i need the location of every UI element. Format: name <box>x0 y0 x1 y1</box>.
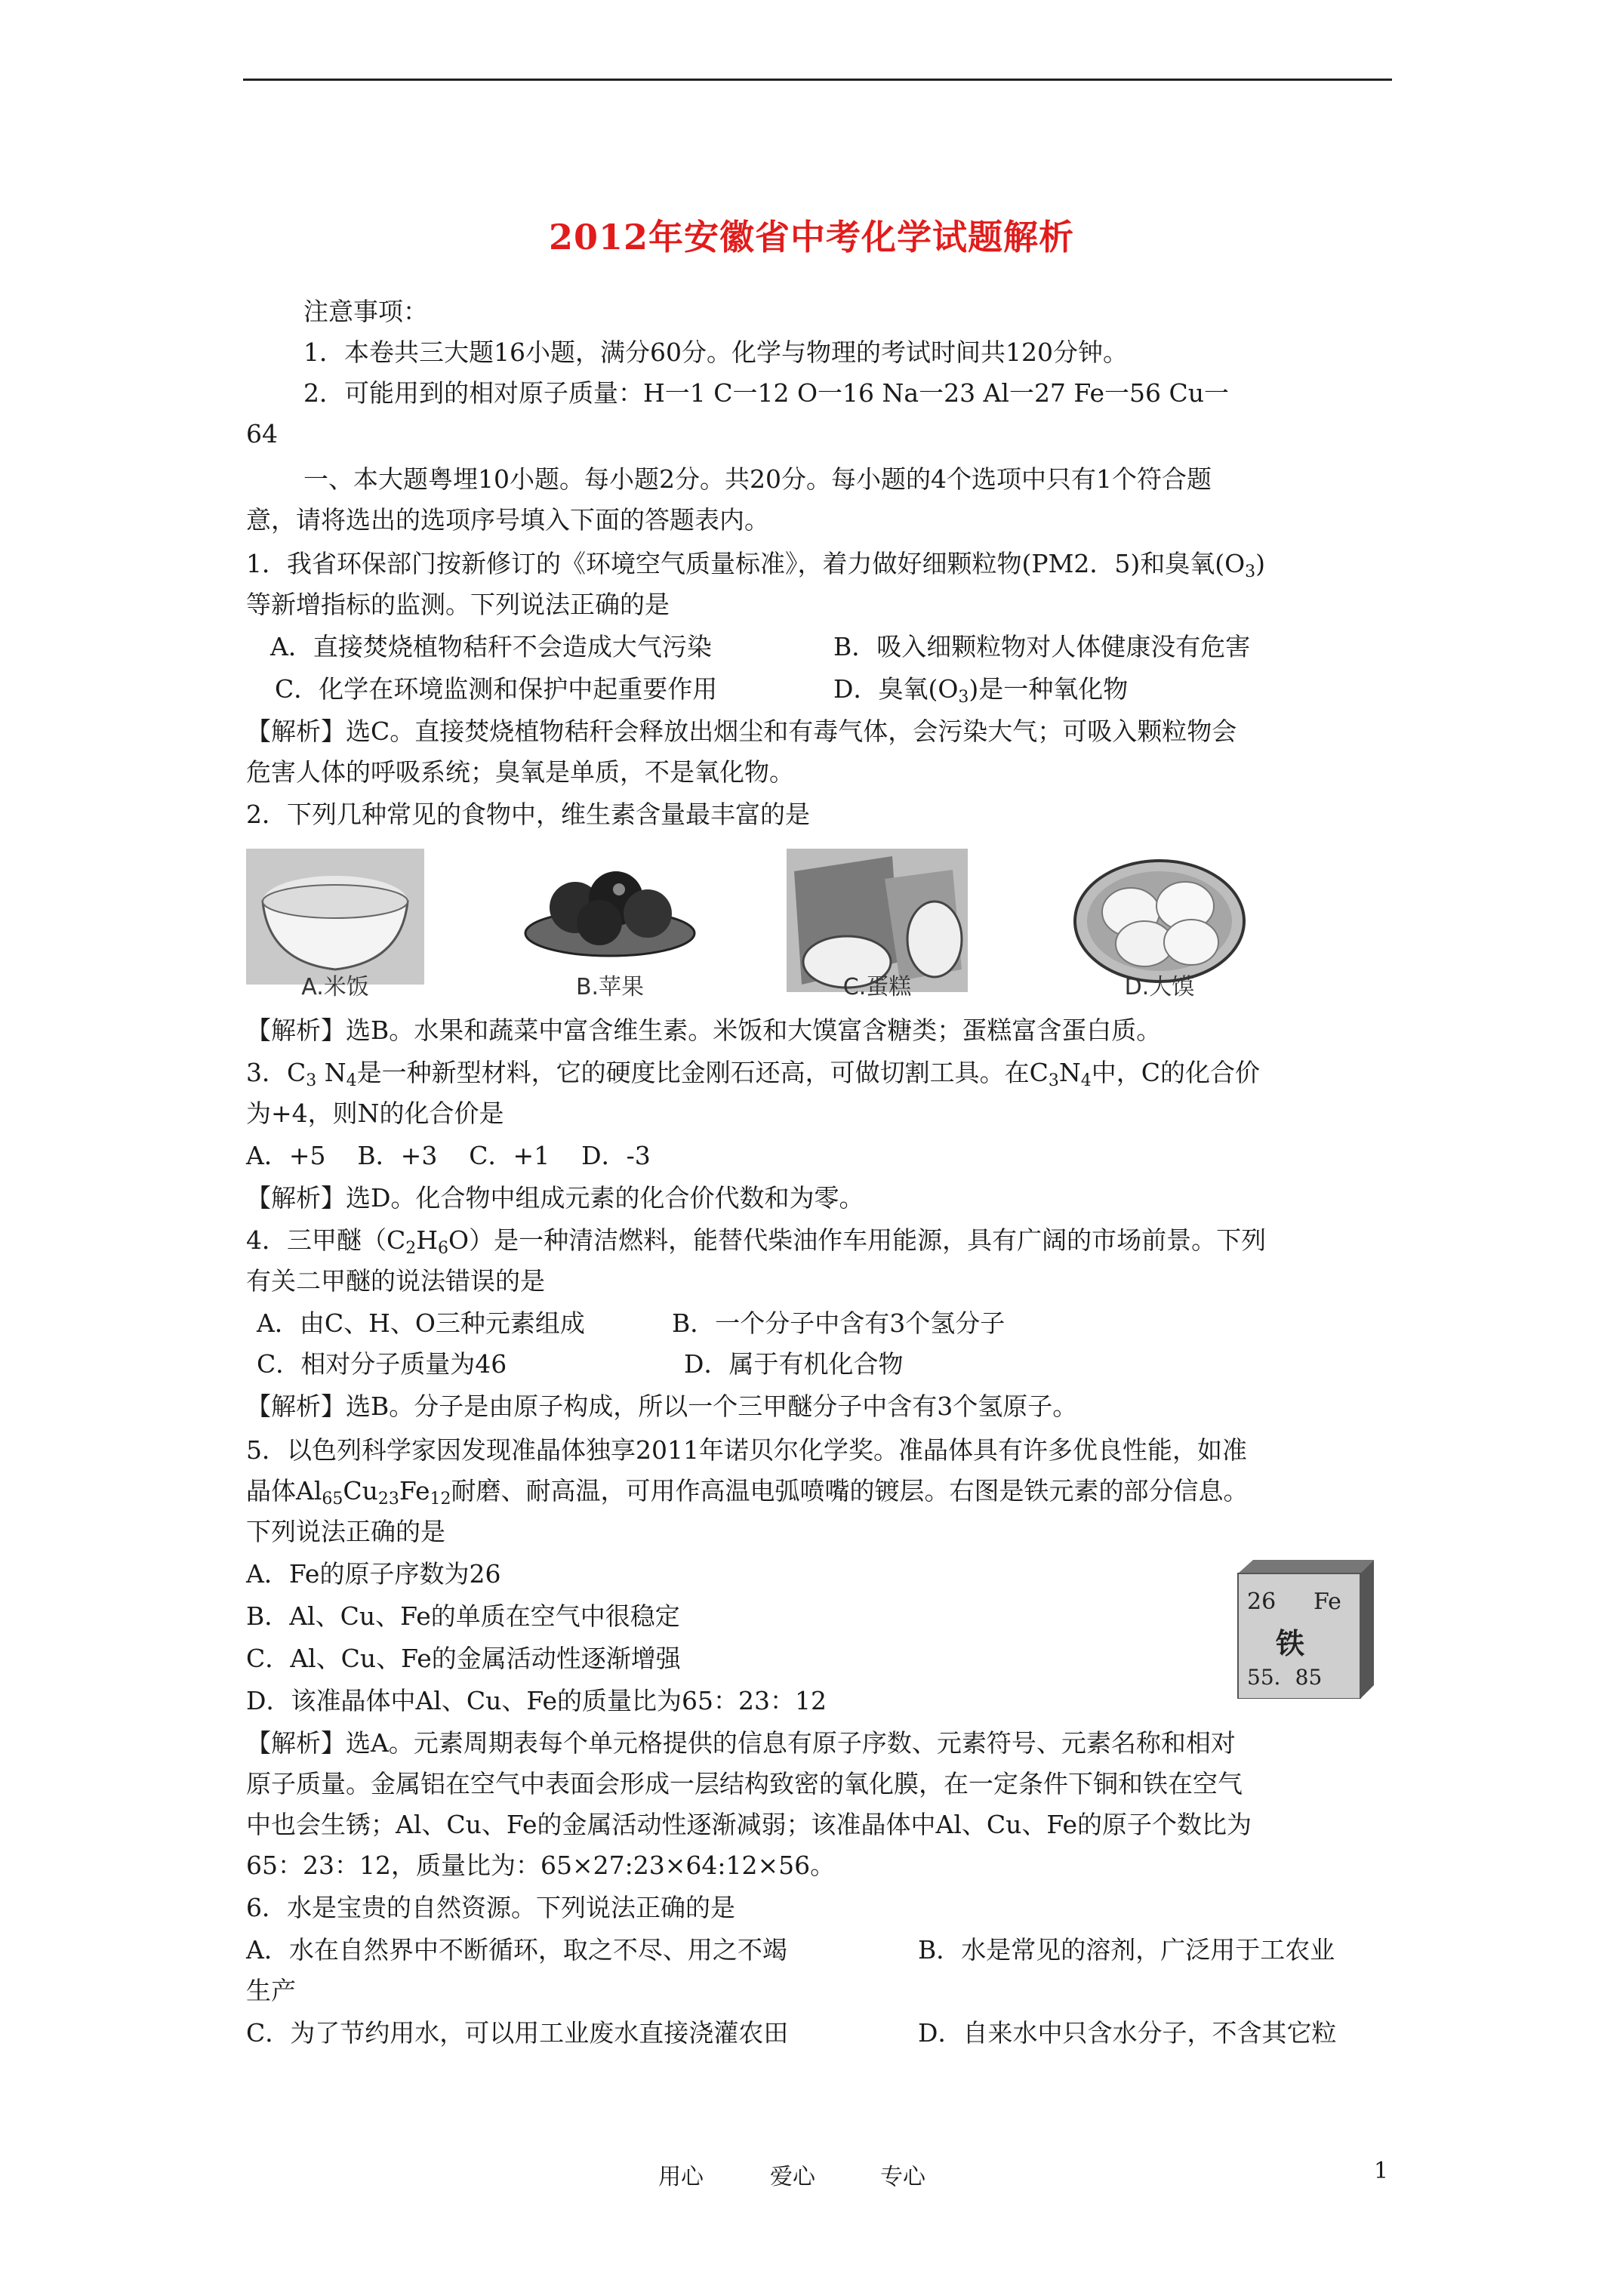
q4-option-a: A．由C、H、O三种元素组成 <box>257 1308 585 1338</box>
q1-stem-cont: 等新增指标的监测。下列说法正确的是 <box>246 590 670 619</box>
footer-text-3: 专心 <box>880 2164 925 2190</box>
q5-analysis-cont2: 中也会生锈；Al、Cu、Fe的金属活动性逐渐减弱；该准晶体中Al、Cu、Fe的原子个数比为 <box>246 1810 1252 1839</box>
q1-analysis: 【解析】选C。直接焚烧植物秸秆会释放出烟尘和有毒气体，会污染大气；可吸入颗粒物会 <box>246 717 1237 746</box>
q4-stem-cont: 有关二甲醚的说法错误的是 <box>246 1266 545 1296</box>
q5-option-a: A．Fe的原子序数为26 <box>246 1559 501 1589</box>
q4-option-d: D．属于有机化合物 <box>684 1349 904 1379</box>
q3-stem-cont: 为+4，则N的化合价是 <box>246 1099 504 1128</box>
q2-caption-a: A.米饭 <box>301 974 369 1000</box>
q2-caption-b: B.苹果 <box>575 974 645 1000</box>
q5-analysis: 【解析】选A。元素周期表每个单元格提供的信息有原子序数、元素符号、元素名称和相对 <box>246 1728 1236 1758</box>
section-1-instruction: 一、本大题粤埋10小题。每小题2分。共20分。每小题的4个选项中只有1个符合题 <box>303 464 1212 494</box>
q2-caption-c: C.蛋糕 <box>842 974 912 1000</box>
element-number: 26 <box>1247 1589 1277 1615</box>
q4-stem: 4．三甲醚$(C_2H_6O)$是一种清洁燃料，能替代柴油作车用能源，具有广阔的市场前景。下列 <box>246 1225 1267 1258</box>
q5-analysis-cont: 原子质量。金属铝在空气中表面会形成一层结构致密的氧化膜，在一定条件下铜和铁在空气 <box>246 1769 1243 1798</box>
q4-analysis: 【解析】选B。分子是由原子构成，所以一个三甲醚分子中含有3个氢原子。 <box>246 1391 1078 1421</box>
q4-option-b: B．一个分子中含有3个氢分子 <box>672 1308 1006 1338</box>
q5-stem-cont: 晶体$Al_{65}Cu_{23}Fe_{12}$耐磨、耐高温，可用作高温电弧喷嘴的镀层。右图是铁元素的部分信息。 <box>246 1476 1249 1509</box>
steamed-bun-image <box>1072 849 1247 985</box>
rice-bowl-image <box>246 849 424 985</box>
page-number: 1 <box>1374 2158 1389 2184</box>
page-title: 2012年安徽省中考化学试题解析 <box>548 217 1075 257</box>
q5-analysis-cont3: 65：23：12，质量比为：65×27:23×64:12×56。 <box>246 1851 836 1880</box>
q3-options: A．+5 B．+3 C．+1 D．-3 <box>246 1141 651 1170</box>
q2-stem: 2．下列几种常见的食物中，维生素含量最丰富的是 <box>246 800 810 829</box>
apple-plate-image <box>521 849 699 962</box>
q1-analysis-cont: 危害人体的呼吸系统；臭氧是单质，不是氧化物。 <box>246 757 794 787</box>
q6-option-a: A．水在自然界中不断循环，取之不尽、用之不竭 <box>246 1935 787 1965</box>
q1-option-b: B．吸入细颗粒物对人体健康没有危害 <box>833 632 1251 661</box>
q6-option-d: D．自来水中只含水分子，不含其它粒 <box>918 2018 1337 2048</box>
q5-stem-cont2: 下列说法正确的是 <box>246 1517 445 1546</box>
notice-heading: 注意事项： <box>303 297 428 326</box>
q4-option-c: C．相对分子质量为46 <box>257 1349 507 1379</box>
q2-analysis: 【解析】选B。水果和蔬菜中富含维生素。米饭和大馍富含糖类；蛋糕富含蛋白质。 <box>246 1015 1162 1045</box>
iron-element-cell <box>1230 1560 1374 1699</box>
q5-option-c: C．Al、Cu、Fe的金属活动性逐渐增强 <box>246 1644 681 1673</box>
notice-item-2-cont: 64 <box>246 419 278 448</box>
q2-caption-d: D.大馍 <box>1124 974 1195 1000</box>
q5-stem: 5．以色列科学家因发现准晶体独享2011年诺贝尔化学奖。准晶体具有许多优良性能，如准 <box>246 1435 1247 1465</box>
notice-item-1: 1．本卷共三大题16小题，满分60分。化学与物理的考试时间共120分钟。 <box>303 337 1128 367</box>
notice-item-2: 2．可能用到的相对原子质量：H一1 C一12 O一16 Na一23 Al一27 Fe一56 Cu一 <box>303 378 1230 408</box>
section-1-instruction-cont: 意，请将选出的选项序号填入下面的答题表内。 <box>246 505 769 535</box>
q1-option-d: D．臭氧$(O_3)$是一种氧化物 <box>833 674 1129 707</box>
q3-stem: 3．$C_3$ $N_4$是一种新型材料，它的硬度比金刚石还高，可做切割工具。在$C_3N_4$中，C的化合价 <box>246 1058 1260 1090</box>
footer-text-1: 用心 <box>658 2164 704 2190</box>
header-rule <box>243 79 1392 81</box>
q6-option-b: B．水是常见的溶剂，广泛用于工农业 <box>918 1935 1335 1965</box>
q5-option-d: D．该准晶体中Al、Cu、Fe的质量比为65：23：12 <box>246 1686 827 1715</box>
q3-analysis: 【解析】选D。化合物中组成元素的化合价代数和为零。 <box>246 1183 864 1213</box>
q5-option-b: B．Al、Cu、Fe的单质在空气中很稳定 <box>246 1601 680 1631</box>
footer-text-2: 爱心 <box>770 2164 815 2190</box>
q1-option-a: A．直接焚烧植物秸秆不会造成大气污染 <box>270 632 712 661</box>
q6-option-c: C．为了节约用水，可以用工业废水直接浇灌农田 <box>246 2018 789 2048</box>
q6-stem: 6．水是宝贵的自然资源。下列说法正确的是 <box>246 1893 735 1922</box>
q1-stem: 1．我省环保部门按新修订的《环境空气质量标准》，着力做好细颗粒物(PM2．5)和臭氧$(O_3)$ <box>246 549 1266 581</box>
q1-option-c: C．化学在环境监测和保护中起重要作用 <box>275 674 718 704</box>
element-mass: 55．85 <box>1247 1665 1323 1690</box>
q6-option-b-cont: 生产 <box>246 1976 296 2005</box>
element-symbol: Fe <box>1313 1589 1341 1615</box>
element-name: 铁 <box>1276 1626 1305 1660</box>
